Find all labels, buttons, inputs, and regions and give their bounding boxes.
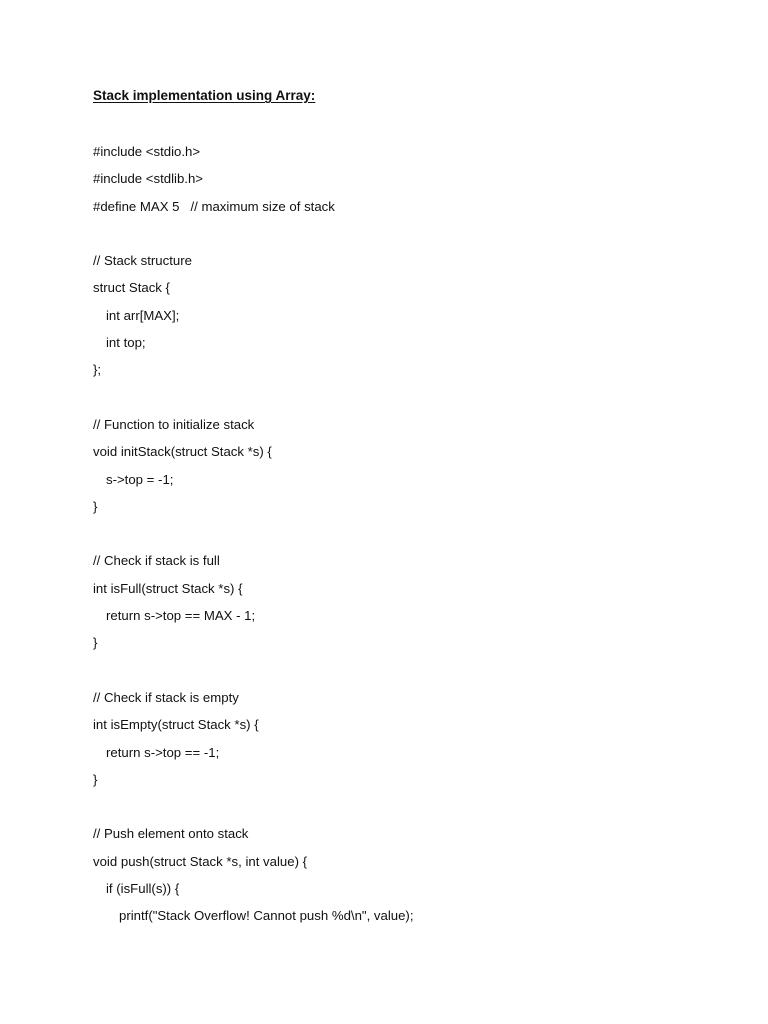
code-line: // Function to initialize stack (93, 416, 255, 432)
code-line (93, 389, 414, 416)
code-line: struct Stack { (93, 280, 170, 296)
code-line: int isFull(struct Stack *s) { (93, 580, 243, 596)
code-line: #include <stdio.h> (93, 144, 201, 159)
code-line: void push(struct Stack *s, int value) { (93, 853, 308, 869)
code-line: #include <stdlib.h> (93, 171, 203, 187)
code-block (93, 143, 414, 935)
code-line: printf("Stack Overflow! Cannot push %d\n", value); (119, 908, 414, 924)
code-line: #define MAX 5 // maximum size of stack (93, 198, 335, 214)
document-title: Stack implementation using Array: (93, 88, 316, 103)
code-line (93, 662, 414, 689)
code-line: s->top = -1; (106, 471, 174, 487)
code-line (93, 525, 414, 552)
code-line: } (93, 771, 98, 787)
code-line: int arr[MAX]; (106, 307, 180, 323)
code-line: // Push element onto stack (93, 826, 249, 842)
code-line (93, 225, 414, 252)
code-line: int top; (106, 335, 146, 351)
code-line: }; (93, 362, 102, 378)
code-line: } (93, 498, 98, 514)
code-line: // Check if stack is empty (93, 689, 239, 705)
code-line: if (isFull(s)) { (106, 881, 180, 897)
code-line: void initStack(struct Stack *s) { (93, 444, 272, 460)
code-line: } (93, 635, 98, 651)
code-line (93, 798, 414, 825)
code-line: // Check if stack is full (93, 553, 220, 569)
code-line: // Stack structure (93, 253, 192, 269)
code-line: return s->top == -1; (106, 744, 220, 760)
code-line: int isEmpty(struct Stack *s) { (93, 717, 259, 733)
code-line: return s->top == MAX - 1; (106, 608, 256, 624)
